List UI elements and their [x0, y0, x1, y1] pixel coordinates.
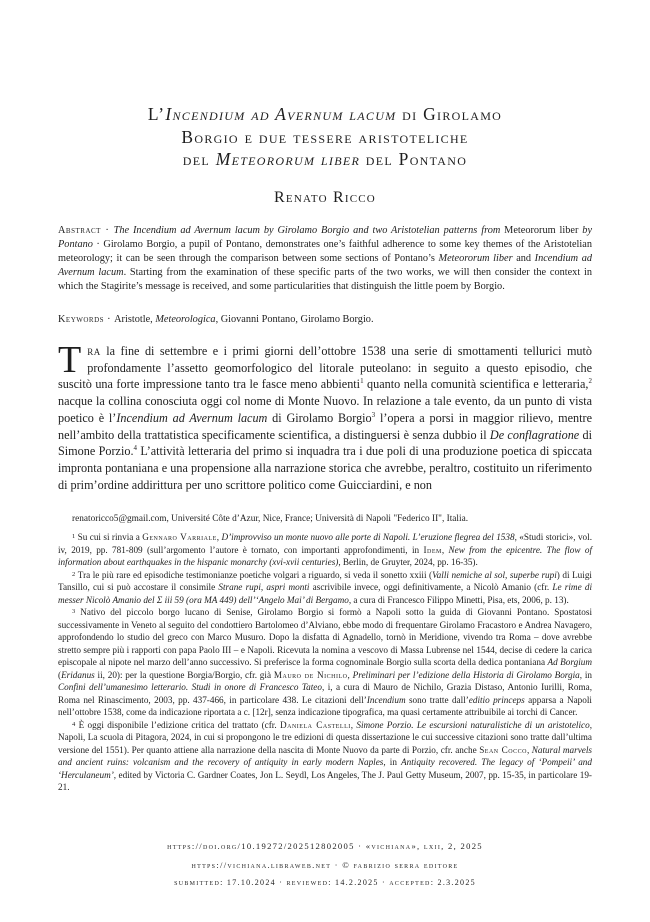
fn-text: , Napoli, La scuola di Pitagora, 2024, in cui si propongono le tre edizioni di questa dissertazione le cui successive citazioni sono tratte dall’ultima versione del 1551). Per quanto attiene alla narrazione della nascita di Monte Nuovo da parte di Porzio, cfr. anche	[58, 719, 593, 755]
footnote-ref[interactable]: 1	[360, 377, 364, 386]
fn-text: ,	[526, 744, 532, 755]
abstract	[58, 224, 592, 294]
fn-text: ,	[441, 544, 449, 555]
fn-text: apparsa a Napoli nell’ottobre 1538, come da indicazione riportata a c. [12r], senza indicazione tipografica, ma quasi certamente attribuibile ai torchi di Cancer.	[58, 694, 592, 717]
fn-italic: Antiquity recovered. The legacy of ‘Pompeii’ and ‘Herculaneum’	[58, 757, 592, 780]
fn-italic: Preliminari per l’edizione della Historia di Girolamo Borgia	[352, 669, 580, 680]
abstract-text: · Girolamo Borgio, a pupil of Pontano, demonstrates one’s faithful adherence to some key themes of the Aristotelian meteorology; it can be seen through the comparison between some sections of Pontano’s	[58, 239, 592, 264]
fn-text: , «Studi storici», vol. iv, 2019, pp. 781-809 (sull’argomento l’autore è tornato, con importanti approfondimenti, in	[58, 532, 592, 555]
fn-author: Idem	[423, 544, 442, 555]
title-text: di Girolamo	[396, 104, 503, 124]
fn-italic: New from the epicentre. The flow of information about earthquakes in the hispanic monarchy (xvi-xvii centuries)	[58, 544, 592, 567]
title-italic: Meteororum liber	[215, 149, 361, 169]
footnote-ref[interactable]: 3	[371, 410, 376, 419]
fn-text: ii, 20): per la questione Borgia/Borgio, cfr. già	[94, 669, 274, 680]
title-text: del	[182, 149, 216, 169]
body-span: L’attività letteraria del primo si inquadra tra i due poli di una produzione poetica di spiccata impronta pontaniana e una propensione alla narrazione storica che avrebbe, peraltro, costituito un riferimento di prim’ordine addirittura per uno scrittore politico come Guicciardini, e non	[58, 444, 592, 492]
fn-text: Tra le più rare ed episodiche testimonianze poetiche volgari a riguardo, si veda il sonetto xxiii (	[77, 569, 433, 580]
website-line[interactable]: https://vichiana.libraweb.net · © fabrizio serra editore	[191, 860, 459, 870]
body-span: di Girolamo Borgio	[267, 410, 372, 425]
abstract-italic: The Incendium ad Avernum lacum by Girolamo Borgio and two Aristotelian patterns from	[113, 225, 501, 236]
fn-italic: Confini dell’umanesimo letterario. Studi in onore di Francesco Tateo	[58, 682, 322, 692]
fn-italic: editio princeps	[468, 694, 525, 705]
footnote-ref[interactable]: 2	[588, 377, 592, 386]
fn-text: È oggi disponibile l’edizione critica del trattato (cfr.	[78, 719, 280, 730]
keywords-text: Aristotle,	[114, 314, 156, 325]
fn-text: , Berlin, de Gruyter, 2024, pp. 16-35).	[338, 557, 478, 567]
title-text: del Pontano	[360, 149, 468, 169]
abstract-italic: by Pontano	[58, 225, 593, 250]
fn-text: , i, a cura di Mauro de Nichilo, Grazia Distaso, Antonio Iurilli, Roma, Roma nel Rinascimento, 2003, pp. 437-466, in particolare 438. Le citazioni dell’	[58, 682, 592, 705]
drop-cap: T	[58, 339, 82, 381]
fn-text: ,	[347, 669, 353, 680]
fn-italic: Eridanus	[61, 669, 95, 680]
abstract-text: . Starting from the examination of these specific parts of the two works, we will then consider the context in which the Stagirite’s message is received, and some particularities that distinguish the little poem by Borgio.	[58, 267, 592, 292]
fn-italic: Valli nemiche al sol, superbe rupi	[432, 569, 557, 580]
fn-text: ) di Luigi Tansillo, cui si può accostare il consimile	[58, 569, 592, 592]
fn-author: Daniela Castelli	[279, 719, 351, 730]
fn-text: (	[58, 669, 62, 680]
article-title	[58, 103, 592, 171]
footnote-4	[58, 719, 592, 794]
footnote-number: 1	[72, 533, 76, 540]
abstract-text: and	[512, 253, 535, 264]
keywords-text: , Giovanni Pontano, Girolamo Borgio.	[215, 314, 374, 325]
fn-text: sono tratte dall’	[405, 694, 469, 705]
body-span: nacque la collina conosciuta oggi col nome di Monte Nuovo. In relazione a tale evento, da un punto di vista poetico è l’	[58, 394, 592, 425]
fn-text: Nativo del piccolo borgo lucano di Senise, Girolamo Borgio si formò a Napoli sotto la guida di Giovanni Pontano. Spostatosi successivamente in Veneto al seguito del condottiero Bartolomeo d’Alviano, ebbe modo di frequentare Girolamo Fracastoro e Andrea Navagero, approfondendo lo studio del greco con Marco Musuro. Dopo la disfatta di Agnadello, tornò in Meridione, vivendo tra Roma – dove avrebbe stretto sempre più i rapporti con papa Paolo III – e Napoli. Ricevuta la nomina a vescovo di Massa Lubrense nel 1544, decise di cedere la carica episcopale al nipote nel marzo dell’anno successivo. Si preferisce la forma cognominale Borgio sulla scorta della dedica pontaniana	[58, 607, 592, 667]
fn-text: , edited by Victoria C. Gardner Coates, Jon L. Seydl, Los Angeles, The J. Paul Getty Museum, 2007, pp. 15-35, in particolare 19-21.	[58, 769, 592, 792]
title-line-1	[58, 103, 592, 126]
abstract-italic: Meteororum liber	[438, 253, 513, 264]
first-word: ra	[87, 344, 101, 358]
fn-italic: Incendium	[366, 694, 406, 705]
author-name: Renato Ricco	[274, 189, 376, 206]
title-line-3	[58, 148, 592, 171]
footnote-number: 2	[72, 570, 76, 578]
fn-text: , in	[383, 757, 402, 767]
body-span: l’opera a porsi in maggior rilievo, mentre nell’ambito della trattatistica specificamente scientifica, a distinguersi è senza dubbio il	[58, 410, 592, 442]
keywords	[58, 313, 592, 327]
body-italic: Incendium ad Avernum lacum	[116, 410, 268, 425]
submission-dates: submitted: 17.10.2024 · reviewed: 14.2.2025 · accepted: 2.3.2025	[174, 878, 476, 887]
fn-text: , a cura di Francesco Filippo Minetti, Pisa, ets, 2006, p. 13).	[348, 594, 569, 605]
footnotes	[58, 531, 592, 794]
abstract-label: Abstract ·	[58, 225, 114, 236]
body-italic: De conflagratione	[489, 427, 580, 442]
fn-author: Gennaro Varriale	[142, 532, 217, 542]
footnote-number: 4	[72, 720, 76, 728]
title-text: L’	[147, 104, 166, 124]
body-span: la fine di settembre e i primi giorni dell’ottobre 1538 una serie di smottamenti tellurici mutò profondamente l’assetto geomorfologico del litorale puteolano: in seguito a questo episodio, che suscitò una forte impressione tanto tra le fasce meno abbienti	[58, 344, 592, 392]
fn-italic: D’improvviso un monte nuovo alle porte di Napoli. L’eruzione flegrea del 1538	[221, 532, 515, 542]
footnote-3	[58, 606, 592, 719]
fn-text: , in	[579, 669, 593, 680]
author-affiliation: renatoricco5@gmail.com, Université Côte d’Azur, Nice, France; Università di Napoli "Federico II", Italia.	[72, 514, 469, 524]
title-line-2: Borgio e due tessere aristoteliche	[181, 126, 469, 147]
fn-italic: Le rime di messer Nicolò Amanio del Σ iii 59 (ora MA 449) dell’‘Angelo Mai’ di Bergamo	[58, 582, 593, 605]
fn-author: Sean Cocco	[479, 744, 527, 755]
body-text	[58, 339, 592, 493]
body-span: di Simone Porzio.	[58, 427, 592, 459]
body-span: quanto nella comunità scientifica e letteraria,	[363, 377, 589, 392]
fn-italic: Ad Borgium	[547, 657, 592, 667]
keywords-label: Keywords ·	[58, 314, 115, 325]
keywords-italic: Meteorologica	[155, 314, 216, 325]
fn-text: ,	[216, 532, 222, 542]
fn-italic: Strane rupi, aspri monti	[218, 582, 310, 592]
fn-text: ascrivibile invece, oggi definitivamente, a Nicolò Amanio (cfr.	[309, 582, 553, 592]
doi-line[interactable]: https://doi.org/10.19272/202512802005 · «vichiana», lxii, 2, 2025	[167, 841, 483, 851]
title-italic: Incendium ad Avernum lacum	[165, 104, 397, 124]
footnote-number: 3	[72, 608, 76, 615]
footnote-1	[58, 531, 592, 569]
footnote-2	[58, 569, 592, 607]
fn-author: Mauro de Nichilo	[273, 669, 348, 680]
fn-italic: Simone Porzio. Le escursioni naturalistiche di un aristotelico	[356, 719, 590, 730]
abstract-italic: Incendium ad Avernum lacum	[58, 253, 592, 278]
fn-text: ,	[350, 719, 357, 730]
fn-italic: Natural marvels and ancient ruins: volcanism and the recovery of antiquity in early modern Naples	[58, 744, 592, 767]
footnote-ref[interactable]: 4	[133, 444, 137, 453]
abstract-text: Meteororum liber	[500, 225, 583, 236]
fn-text: Su cui si rinvia a	[77, 532, 143, 542]
